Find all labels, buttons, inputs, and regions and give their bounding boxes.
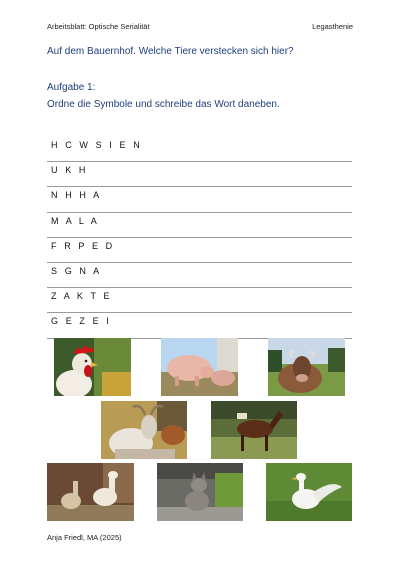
worksheet-subject: Legasthenie (312, 22, 353, 31)
word-row: G E Z E I (47, 313, 352, 338)
word-row: S G N A (47, 263, 352, 288)
goat-photo (101, 401, 187, 459)
task-instruction: Ordne die Symbole und schreibe das Wort daneben. (47, 99, 280, 110)
worksheet-title: Arbeitsblatt: Optische Serialität (47, 22, 150, 31)
task-title: Aufgabe 1: (47, 82, 96, 93)
word-row: M A L A (47, 213, 352, 238)
word-row: F R P E D (47, 238, 352, 263)
cat-photo (157, 463, 243, 521)
author-credit: Anja Friedl, MA (2025) (47, 533, 122, 542)
word-row: H C W S I E N (47, 137, 352, 162)
intro-text: Auf dem Bauernhof. Welche Tiere verstecken sich hier? (47, 46, 294, 57)
word-row: N H H A (47, 187, 352, 212)
goose-photo (266, 463, 352, 521)
word-list (47, 137, 352, 339)
horse-photo (211, 401, 297, 459)
cow-photo (268, 338, 345, 396)
pig-photo (161, 338, 238, 396)
word-row: Z A K T E (47, 288, 352, 313)
alpaca-photo (47, 463, 134, 521)
word-row: U K H (47, 162, 352, 187)
rooster-photo (54, 338, 131, 396)
